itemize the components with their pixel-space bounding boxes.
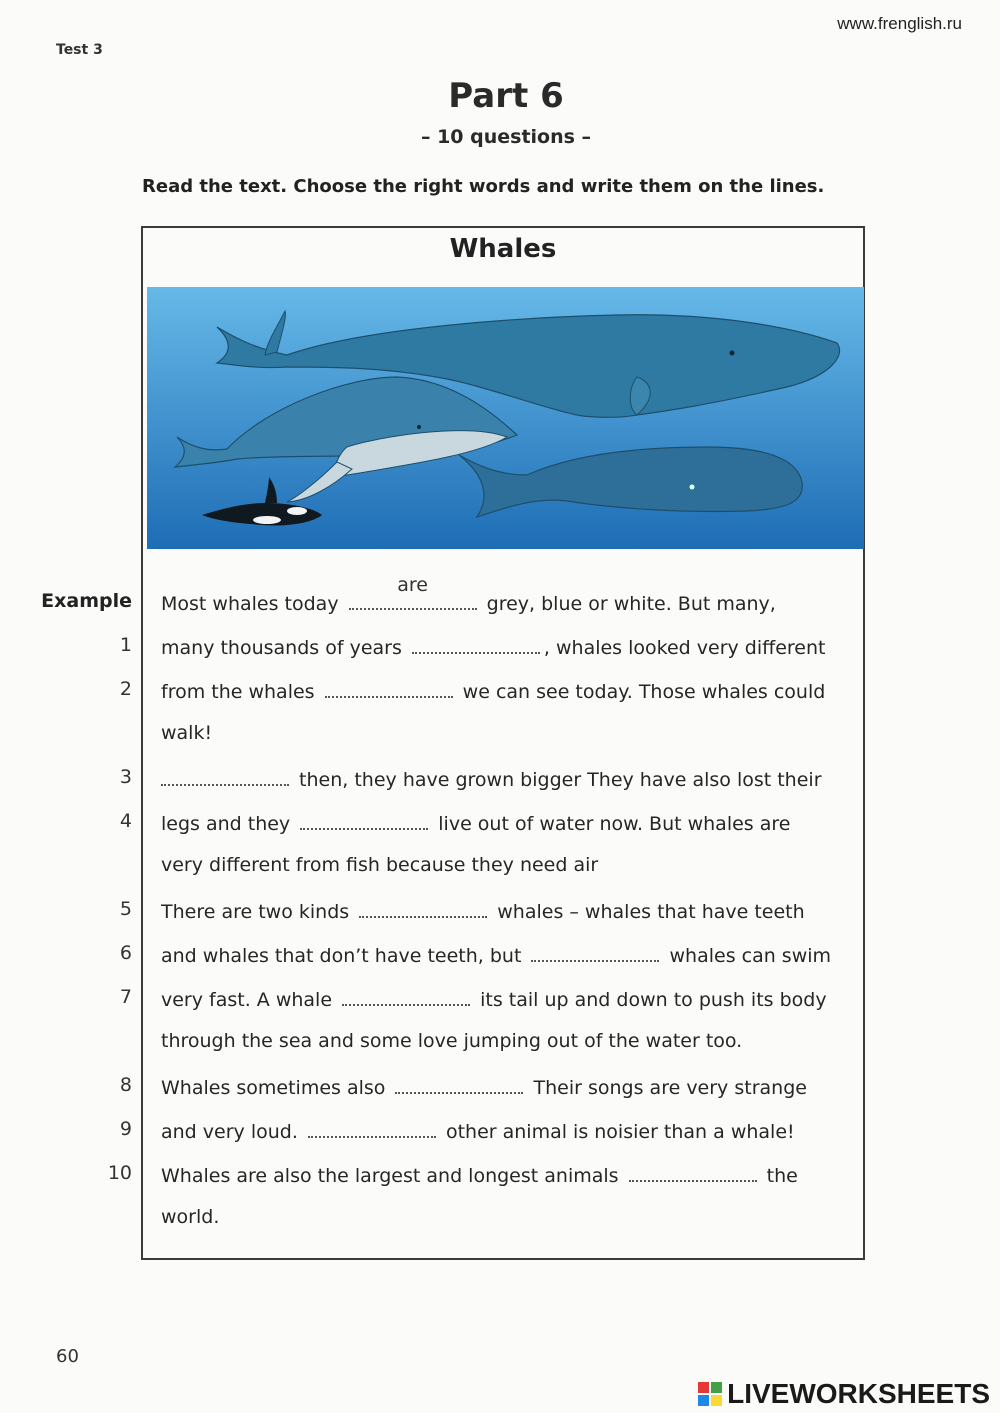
answer-blank-3[interactable] — [161, 766, 289, 786]
text-segment: Their songs are very strange — [533, 1077, 807, 1099]
question-number-3: 3 — [119, 766, 132, 788]
answer-blank-8[interactable] — [395, 1074, 523, 1094]
answer-blank-6[interactable] — [531, 942, 659, 962]
text-segment: we can see today. Those whales could — [462, 681, 826, 703]
site-url: www.frenglish.ru — [837, 14, 962, 33]
text-segment: Whales are also the largest and longest animals — [161, 1165, 619, 1187]
text-segment: world. — [161, 1206, 220, 1228]
example-answer-blank — [349, 574, 477, 610]
text-segment: other animal is noisier than a whale! — [445, 1121, 795, 1143]
answer-blank-1[interactable] — [412, 634, 540, 654]
text-segment: whales can swim — [669, 945, 832, 967]
story-title: Whales — [449, 234, 557, 264]
question-number-2: 2 — [119, 678, 132, 700]
question-number-4: 4 — [119, 810, 132, 832]
text-line-example — [161, 574, 776, 615]
text-segment: legs and they — [161, 813, 291, 835]
text-segment: and whales that don’t have teeth, but — [161, 945, 522, 967]
text-segment: then, they have grown bigger They have also lost their — [299, 769, 822, 791]
text-line-9 — [161, 1118, 795, 1143]
text-line-2 — [161, 678, 825, 703]
text-line-7 — [161, 986, 827, 1011]
answer-blank-4[interactable] — [300, 810, 428, 830]
text-line-1 — [161, 634, 825, 659]
text-line-7b — [161, 1030, 742, 1052]
answer-blank-2[interactable] — [325, 678, 453, 698]
question-number-5: 5 — [119, 898, 132, 920]
text-segment: very fast. A whale — [161, 989, 333, 1011]
text-line-6 — [161, 942, 831, 967]
test-label: Test 3 — [56, 42, 103, 58]
text-segment: from the whales — [161, 681, 315, 703]
liveworksheets-logo — [698, 1378, 990, 1410]
question-number-7: 7 — [119, 986, 132, 1008]
answer-blank-7[interactable] — [342, 986, 470, 1006]
question-number-10: 10 — [107, 1162, 132, 1184]
text-segment: grey, blue or white. But many, — [486, 593, 776, 615]
whales-illustration — [147, 287, 864, 549]
question-number-9: 9 — [119, 1118, 132, 1140]
text-segment: , whales looked very different — [543, 637, 826, 659]
text-segment: Whales sometimes also — [161, 1077, 386, 1099]
text-segment: through the sea and some love jumping out of the water too. — [161, 1030, 743, 1052]
text-line-5 — [161, 898, 805, 923]
text-line-4 — [161, 810, 790, 835]
example-label: Example — [41, 590, 132, 612]
text-segment: the — [766, 1165, 798, 1187]
text-segment: and very loud. — [161, 1121, 298, 1143]
answer-blank-10[interactable] — [629, 1162, 757, 1182]
text-line-3 — [161, 766, 822, 791]
page-number: 60 — [56, 1346, 79, 1367]
text-line-2b — [161, 722, 212, 744]
text-segment: walk! — [161, 722, 213, 744]
text-line-10b — [161, 1206, 219, 1228]
text-segment: very different from fish because they need air — [161, 854, 599, 876]
example-answer: are — [397, 574, 428, 596]
question-number-1: 1 — [119, 634, 132, 656]
instruction-text: Read the text. Choose the right words and write them on the lines. — [142, 176, 825, 197]
part-title: Part 6 — [448, 76, 564, 116]
liveworksheets-wordmark: LIVEWORKSHEETS — [727, 1378, 991, 1409]
text-segment: Most whales today — [161, 593, 339, 615]
answer-blank-9[interactable] — [308, 1118, 436, 1138]
text-line-8 — [161, 1074, 807, 1099]
text-segment: whales – whales that have teeth — [497, 901, 805, 923]
text-line-4b — [161, 854, 598, 876]
text-line-10 — [161, 1162, 798, 1187]
text-segment: many thousands of years — [161, 637, 402, 659]
liveworksheets-logo-icon — [698, 1382, 722, 1406]
question-number-6: 6 — [119, 942, 132, 964]
question-number-8: 8 — [119, 1074, 132, 1096]
answer-blank-5[interactable] — [359, 898, 487, 918]
text-segment: its tail up and down to push its body — [480, 989, 827, 1011]
text-segment: live out of water now. But whales are — [438, 813, 791, 835]
part-subtitle: – 10 questions – — [420, 126, 592, 148]
text-segment: There are two kinds — [161, 901, 350, 923]
